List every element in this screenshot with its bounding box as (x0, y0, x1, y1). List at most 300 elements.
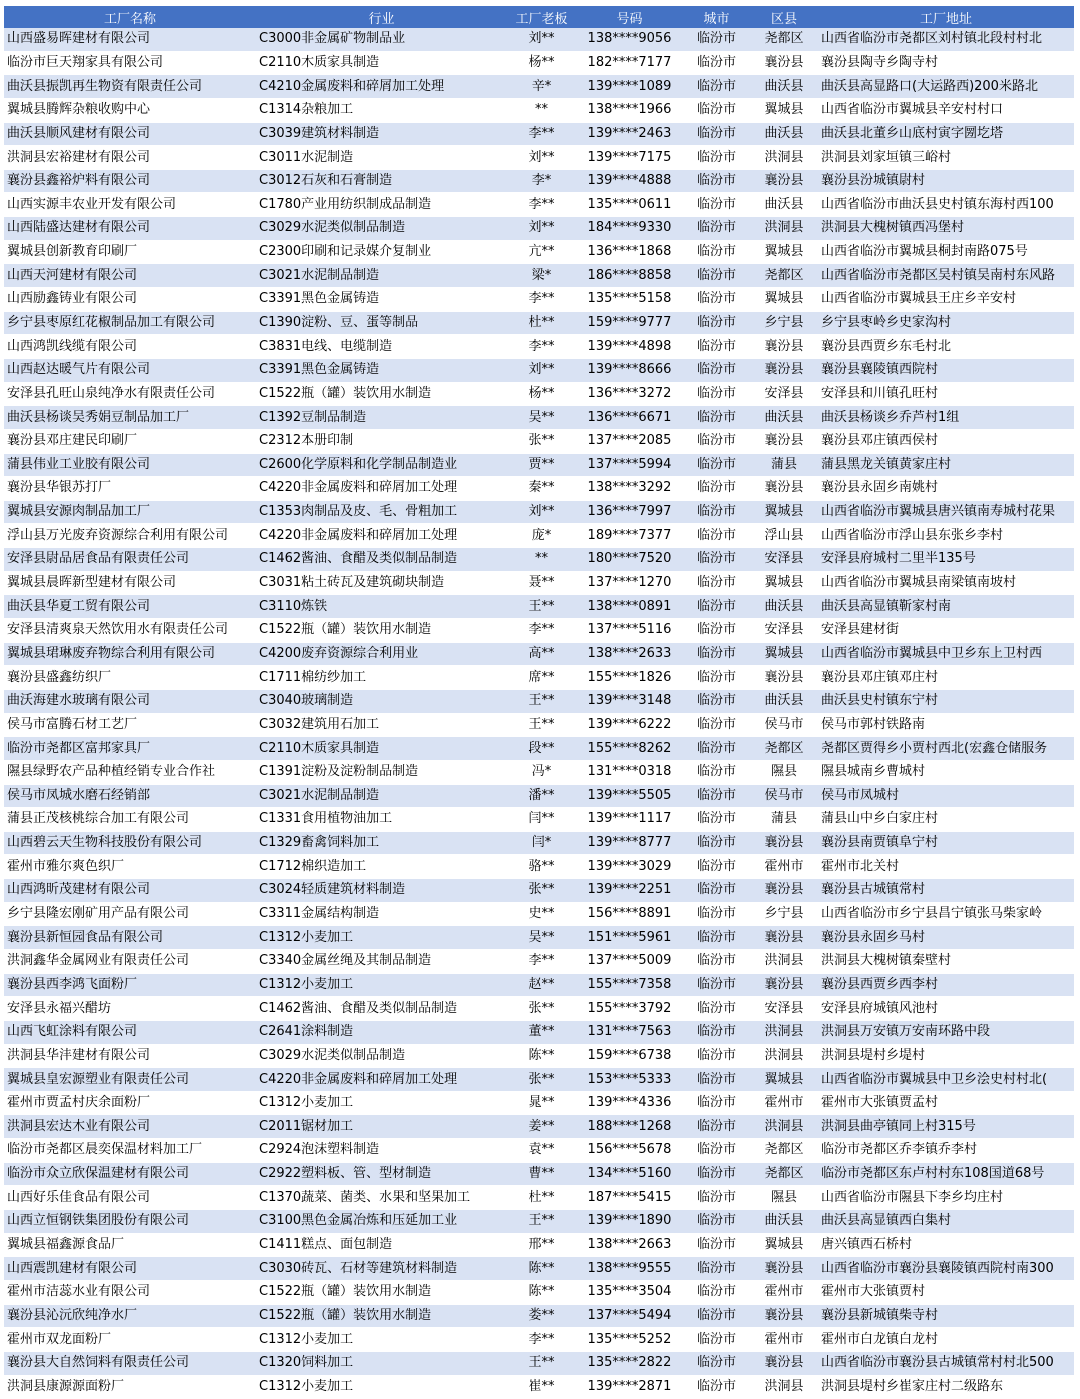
district-cell: 翼城县 (750, 571, 818, 595)
table-row (4, 571, 1074, 595)
factory-name-cell: 隰县绿野农产品种植经销专业合作社 (4, 760, 256, 784)
phone-cell: 186****8858 (576, 264, 683, 288)
table-row (4, 879, 1074, 903)
industry-cell: C4210金属废料和碎屑加工处理 (256, 75, 507, 99)
owner-cell: 邢** (507, 1233, 576, 1257)
district-cell: 翼城县 (750, 500, 818, 524)
district-cell: 曲沃县 (750, 595, 818, 619)
phone-cell: 180****7520 (576, 548, 683, 572)
phone-cell: 184****9330 (576, 217, 683, 241)
factory-name-cell: 临汾市巨天翔家具有限公司 (4, 51, 256, 75)
owner-cell: 高** (507, 642, 576, 666)
owner-cell: 姜** (507, 1115, 576, 1139)
phone-cell: 138****2663 (576, 1233, 683, 1257)
table-row (4, 1351, 1074, 1375)
factory-name-cell: 蒲县正茂核桃综合加工有限公司 (4, 808, 256, 832)
address-cell: 洪洞县大槐树镇秦壁村 (818, 949, 1074, 973)
city-cell: 临汾市 (683, 358, 750, 382)
factory-name-cell: 襄汾县沁沅欣纯净水厂 (4, 1304, 256, 1328)
district-cell: 翼城县 (750, 288, 818, 312)
city-cell: 临汾市 (683, 808, 750, 832)
city-cell: 临汾市 (683, 28, 750, 51)
spreadsheet (4, 6, 1074, 1399)
owner-cell: 骆** (507, 855, 576, 879)
owner-cell: 袁** (507, 1139, 576, 1163)
factory-name-cell: 临汾市众立欣保温建材有限公司 (4, 1162, 256, 1186)
address-cell: 尧都区贾得乡小贾村西北(宏鑫仓储服务 (818, 737, 1074, 761)
district-cell: 曲沃县 (750, 75, 818, 99)
address-cell: 临汾市尧都区东卢村村东108国道68号 (818, 1162, 1074, 1186)
address-cell: 霍州市大张镇贾村 (818, 1280, 1074, 1304)
header-city: 城市 (683, 6, 750, 28)
phone-cell: 138****2633 (576, 642, 683, 666)
factory-name-cell: 襄汾县华银苏打厂 (4, 477, 256, 501)
address-cell: 曲沃县北董乡山底村寅字圐圪塔 (818, 122, 1074, 146)
city-cell: 临汾市 (683, 548, 750, 572)
district-cell: 襄汾县 (750, 831, 818, 855)
phone-cell: 187****5415 (576, 1186, 683, 1210)
factory-name-cell: 翼城县晨晖新型建材有限公司 (4, 571, 256, 595)
industry-cell: C3029水泥类似制品制造 (256, 217, 507, 241)
address-cell: 山西省临汾市襄汾县襄陵镇西院村南300 (818, 1257, 1074, 1281)
phone-cell: 137****5494 (576, 1304, 683, 1328)
industry-cell: C2312本册印制 (256, 429, 507, 453)
industry-cell: C2110木质家具制造 (256, 737, 507, 761)
city-cell: 临汾市 (683, 193, 750, 217)
factory-name-cell: 曲沃县顺风建材有限公司 (4, 122, 256, 146)
industry-cell: C1712棉织造加工 (256, 855, 507, 879)
industry-cell: C1711棉纺纱加工 (256, 666, 507, 690)
factory-name-cell: 曲沃海建水玻璃有限公司 (4, 689, 256, 713)
city-cell: 临汾市 (683, 264, 750, 288)
table-row (4, 500, 1074, 524)
district-cell: 尧都区 (750, 264, 818, 288)
industry-cell: C2300印刷和记录媒介复制业 (256, 240, 507, 264)
phone-cell: 131****0318 (576, 760, 683, 784)
address-cell: 山西省临汾市翼城县王庄乡辛安村 (818, 288, 1074, 312)
industry-cell: C3021水泥制品制造 (256, 784, 507, 808)
owner-cell: 张** (507, 1068, 576, 1092)
district-cell: 蒲县 (750, 808, 818, 832)
table-row (4, 193, 1074, 217)
factory-name-cell: 翼城县皇宏源塑业有限责任公司 (4, 1068, 256, 1092)
owner-cell: 崔** (507, 1375, 576, 1399)
factory-name-cell: 安泽县清爽泉天然饮用水有限责任公司 (4, 619, 256, 643)
district-cell: 襄汾县 (750, 666, 818, 690)
district-cell: 洪洞县 (750, 1044, 818, 1068)
owner-cell: 杨** (507, 51, 576, 75)
district-cell: 曲沃县 (750, 689, 818, 713)
district-cell: 曲沃县 (750, 406, 818, 430)
city-cell: 临汾市 (683, 784, 750, 808)
owner-cell: 贾** (507, 453, 576, 477)
factory-name-cell: 山西陆盛达建材有限公司 (4, 217, 256, 241)
city-cell: 临汾市 (683, 949, 750, 973)
header-district: 区县 (750, 6, 818, 28)
factory-name-cell: 乡宁县枣原红花椒制品加工有限公司 (4, 311, 256, 335)
address-cell: 山西省临汾市尧都区刘村镇北段村村北 (818, 28, 1074, 51)
address-cell: 山西省临汾市尧都区吴村镇吴南村东风路 (818, 264, 1074, 288)
owner-cell: 王** (507, 689, 576, 713)
address-cell: 洪洞县曲亭镇同上村315号 (818, 1115, 1074, 1139)
address-cell: 山西省临汾市浮山县东张乡李村 (818, 524, 1074, 548)
address-cell: 乡宁县枣岭乡史家沟村 (818, 311, 1074, 335)
table-row (4, 689, 1074, 713)
address-cell: 襄汾县古城镇常村 (818, 879, 1074, 903)
table-row (4, 406, 1074, 430)
industry-cell: C2011锯材加工 (256, 1115, 507, 1139)
factory-name-cell: 曲沃县振凯再生物资有限责任公司 (4, 75, 256, 99)
industry-cell: C3029水泥类似制品制造 (256, 1044, 507, 1068)
phone-cell: 139****2251 (576, 879, 683, 903)
district-cell: 襄汾县 (750, 1257, 818, 1281)
table-row (4, 98, 1074, 122)
address-cell: 山西省临汾市翼城县南梁镇南坡村 (818, 571, 1074, 595)
phone-cell: 137****1270 (576, 571, 683, 595)
industry-cell: C1312小麦加工 (256, 973, 507, 997)
industry-cell: C3039建筑材料制造 (256, 122, 507, 146)
industry-cell: C1312小麦加工 (256, 926, 507, 950)
factory-name-cell: 襄汾县邓庄建民印刷厂 (4, 429, 256, 453)
table-row (4, 358, 1074, 382)
owner-cell: 李** (507, 335, 576, 359)
city-cell: 临汾市 (683, 571, 750, 595)
owner-cell: 席** (507, 666, 576, 690)
phone-cell: 136****6671 (576, 406, 683, 430)
table-row (4, 784, 1074, 808)
industry-cell: C2922塑料板、管、型材制造 (256, 1162, 507, 1186)
owner-cell: 闫** (507, 808, 576, 832)
factory-name-cell: 山西震凯建材有限公司 (4, 1257, 256, 1281)
table-row (4, 548, 1074, 572)
owner-cell: 梁* (507, 264, 576, 288)
city-cell: 临汾市 (683, 1257, 750, 1281)
owner-cell: 王** (507, 713, 576, 737)
city-cell: 临汾市 (683, 217, 750, 241)
header-address: 工厂地址 (818, 6, 1074, 28)
industry-cell: C3012石灰和石膏制造 (256, 169, 507, 193)
industry-cell: C1353肉制品及皮、毛、骨粗加工 (256, 500, 507, 524)
district-cell: 翼城县 (750, 642, 818, 666)
owner-cell: 赵** (507, 973, 576, 997)
city-cell: 临汾市 (683, 1044, 750, 1068)
factory-name-cell: 襄汾县盛鑫纺织厂 (4, 666, 256, 690)
phone-cell: 136****3272 (576, 382, 683, 406)
industry-cell: C3340金属丝绳及其制品制造 (256, 949, 507, 973)
address-cell: 霍州市北关村 (818, 855, 1074, 879)
address-cell: 曲沃县史村镇东宁村 (818, 689, 1074, 713)
city-cell: 临汾市 (683, 524, 750, 548)
phone-cell: 135****5158 (576, 288, 683, 312)
table-row (4, 926, 1074, 950)
district-cell: 安泽县 (750, 619, 818, 643)
table-row (4, 477, 1074, 501)
phone-cell: 139****1890 (576, 1210, 683, 1234)
owner-cell: 陈** (507, 1044, 576, 1068)
address-cell: 洪洞县万安镇万安南环路中段 (818, 1020, 1074, 1044)
city-cell: 临汾市 (683, 666, 750, 690)
table-row (4, 1186, 1074, 1210)
phone-cell: 139****8777 (576, 831, 683, 855)
industry-cell: C1331食用植物油加工 (256, 808, 507, 832)
table-row (4, 1044, 1074, 1068)
industry-cell: C3011水泥制造 (256, 146, 507, 170)
address-cell: 襄汾县南贾镇阜宁村 (818, 831, 1074, 855)
phone-cell: 159****6738 (576, 1044, 683, 1068)
phone-cell: 151****5961 (576, 926, 683, 950)
address-cell: 襄汾县新城镇柴寺村 (818, 1304, 1074, 1328)
address-cell: 襄汾县邓庄镇西侯村 (818, 429, 1074, 453)
address-cell: 洪洞县大槐树镇西冯堡村 (818, 217, 1074, 241)
address-cell: 襄汾县西贾乡东毛村北 (818, 335, 1074, 359)
owner-cell: ** (507, 548, 576, 572)
factory-name-cell: 山西鸿昕茂建材有限公司 (4, 879, 256, 903)
city-cell: 临汾市 (683, 902, 750, 926)
city-cell: 临汾市 (683, 240, 750, 264)
address-cell: 襄汾县汾城镇尉村 (818, 169, 1074, 193)
city-cell: 临汾市 (683, 642, 750, 666)
header-row (4, 6, 1074, 28)
owner-cell: 陈** (507, 1280, 576, 1304)
phone-cell: 137****5009 (576, 949, 683, 973)
address-cell: 蒲县山中乡白家庄村 (818, 808, 1074, 832)
factory-name-cell: 临汾市尧都区富邦家具厂 (4, 737, 256, 761)
factory-name-cell: 曲沃县华夏工贸有限公司 (4, 595, 256, 619)
table-row (4, 264, 1074, 288)
owner-cell: 吴** (507, 926, 576, 950)
industry-cell: C4220非金属废料和碎屑加工处理 (256, 524, 507, 548)
table-row (4, 1328, 1074, 1352)
address-cell: 山西省临汾市乡宁县昌宁镇张马柴家岭 (818, 902, 1074, 926)
city-cell: 临汾市 (683, 477, 750, 501)
phone-cell: 155****8262 (576, 737, 683, 761)
address-cell: 蒲县黑龙关镇黄家庄村 (818, 453, 1074, 477)
phone-cell: 138****3292 (576, 477, 683, 501)
table-row (4, 713, 1074, 737)
district-cell: 襄汾县 (750, 51, 818, 75)
factory-name-cell: 临汾市尧都区晨奕保温材料加工厂 (4, 1139, 256, 1163)
factory-name-cell: 安泽县永福兴醋坊 (4, 997, 256, 1021)
city-cell: 临汾市 (683, 760, 750, 784)
table-row (4, 311, 1074, 335)
owner-cell: 刘** (507, 217, 576, 241)
phone-cell: 136****7997 (576, 500, 683, 524)
industry-cell: C1314杂粮加工 (256, 98, 507, 122)
address-cell: 襄汾县永固乡南姚村 (818, 477, 1074, 501)
phone-cell: 139****4888 (576, 169, 683, 193)
table-row (4, 973, 1074, 997)
owner-cell: 李** (507, 193, 576, 217)
district-cell: 安泽县 (750, 382, 818, 406)
city-cell: 临汾市 (683, 997, 750, 1021)
factory-name-cell: 翼城县福鑫源食品厂 (4, 1233, 256, 1257)
address-cell: 山西省临汾市隰县下李乡均庄村 (818, 1186, 1074, 1210)
table-row (4, 28, 1074, 51)
city-cell: 临汾市 (683, 737, 750, 761)
district-cell: 襄汾县 (750, 926, 818, 950)
city-cell: 临汾市 (683, 1162, 750, 1186)
factory-name-cell: 山西鸿凯线缆有限公司 (4, 335, 256, 359)
owner-cell: 辛* (507, 75, 576, 99)
owner-cell: 亢** (507, 240, 576, 264)
table-row (4, 122, 1074, 146)
owner-cell: 娄** (507, 1304, 576, 1328)
city-cell: 临汾市 (683, 879, 750, 903)
phone-cell: 139****3148 (576, 689, 683, 713)
industry-cell: C3391黑色金属铸造 (256, 288, 507, 312)
city-cell: 临汾市 (683, 169, 750, 193)
factory-name-cell: 洪洞县华沣建材有限公司 (4, 1044, 256, 1068)
city-cell: 临汾市 (683, 288, 750, 312)
district-cell: 霍州市 (750, 1091, 818, 1115)
owner-cell: 王** (507, 595, 576, 619)
owner-cell: 吴** (507, 406, 576, 430)
phone-cell: 135****2822 (576, 1351, 683, 1375)
address-cell: 山西省临汾市襄汾县古城镇常村村北500 (818, 1351, 1074, 1375)
table-row (4, 666, 1074, 690)
district-cell: 襄汾县 (750, 358, 818, 382)
header-industry: 行业 (256, 6, 507, 28)
industry-cell: C1522瓶（罐）装饮用水制造 (256, 382, 507, 406)
table-row (4, 1139, 1074, 1163)
phone-cell: 134****5160 (576, 1162, 683, 1186)
address-cell: 曲沃县杨谈乡乔芦村1组 (818, 406, 1074, 430)
phone-cell: 139****3029 (576, 855, 683, 879)
address-cell: 山西省临汾市翼城县桐封南路075号 (818, 240, 1074, 264)
owner-cell: 秦** (507, 477, 576, 501)
district-cell: 洪洞县 (750, 217, 818, 241)
phone-cell: 182****7177 (576, 51, 683, 75)
phone-cell: 135****5252 (576, 1328, 683, 1352)
factory-name-cell: 山西飞虹涂料有限公司 (4, 1020, 256, 1044)
factory-name-cell: 山西实源丰农业开发有限公司 (4, 193, 256, 217)
district-cell: 霍州市 (750, 1328, 818, 1352)
table-row (4, 595, 1074, 619)
district-cell: 襄汾县 (750, 879, 818, 903)
phone-cell: 153****5333 (576, 1068, 683, 1092)
district-cell: 襄汾县 (750, 1304, 818, 1328)
industry-cell: C1522瓶（罐）装饮用水制造 (256, 1280, 507, 1304)
table-row (4, 1304, 1074, 1328)
factory-name-cell: 安泽县孔旺山泉纯净水有限责任公司 (4, 382, 256, 406)
phone-cell: 156****5678 (576, 1139, 683, 1163)
city-cell: 临汾市 (683, 1280, 750, 1304)
city-cell: 临汾市 (683, 453, 750, 477)
owner-cell: 聂** (507, 571, 576, 595)
industry-cell: C1780产业用纺织制成品制造 (256, 193, 507, 217)
city-cell: 临汾市 (683, 973, 750, 997)
district-cell: 浮山县 (750, 524, 818, 548)
factory-name-cell: 洪洞县宏裕建材有限公司 (4, 146, 256, 170)
table-row (4, 1280, 1074, 1304)
phone-cell: 138****1966 (576, 98, 683, 122)
industry-cell: C3831电线、电缆制造 (256, 335, 507, 359)
city-cell: 临汾市 (683, 595, 750, 619)
owner-cell: 刘** (507, 358, 576, 382)
city-cell: 临汾市 (683, 429, 750, 453)
factory-name-cell: 洪洞县宏达木业有限公司 (4, 1115, 256, 1139)
factory-name-cell: 霍州市洁蕊水业有限公司 (4, 1280, 256, 1304)
table-row (4, 619, 1074, 643)
factory-name-cell: 乡宁县隆宏刚矿用产品有限公司 (4, 902, 256, 926)
owner-cell: 冯* (507, 760, 576, 784)
industry-cell: C1370蔬菜、菌类、水果和坚果加工 (256, 1186, 507, 1210)
district-cell: 霍州市 (750, 1280, 818, 1304)
district-cell: 尧都区 (750, 28, 818, 51)
factory-name-cell: 曲沃县杨谈吴秀娟豆制品加工厂 (4, 406, 256, 430)
city-cell: 临汾市 (683, 1351, 750, 1375)
city-cell: 临汾市 (683, 98, 750, 122)
district-cell: 尧都区 (750, 1162, 818, 1186)
factory-name-cell: 山西碧云天生物科技股份有限公司 (4, 831, 256, 855)
city-cell: 临汾市 (683, 1139, 750, 1163)
district-cell: 隰县 (750, 760, 818, 784)
industry-cell: C3030砖瓦、石材等建筑材料制造 (256, 1257, 507, 1281)
factory-name-cell: 山西励鑫铸业有限公司 (4, 288, 256, 312)
table-row (4, 429, 1074, 453)
industry-cell: C3100黑色金属冶炼和压延加工业 (256, 1210, 507, 1234)
owner-cell: 李** (507, 1328, 576, 1352)
city-cell: 临汾市 (683, 1233, 750, 1257)
district-cell: 侯马市 (750, 784, 818, 808)
table-row (4, 760, 1074, 784)
owner-cell: ** (507, 98, 576, 122)
factory-name-cell: 霍州市贾孟村庆余面粉厂 (4, 1091, 256, 1115)
table-row (4, 146, 1074, 170)
table-row (4, 1091, 1074, 1115)
industry-cell: C1462酱油、食醋及类似制品制造 (256, 997, 507, 1021)
factory-name-cell: 侯马市凤城水磨石经销部 (4, 784, 256, 808)
phone-cell: 189****7377 (576, 524, 683, 548)
factory-name-cell: 霍州市雅尔爽色织厂 (4, 855, 256, 879)
table-row (4, 1257, 1074, 1281)
industry-cell: C3021水泥制品制造 (256, 264, 507, 288)
address-cell: 襄汾县西贾乡西李村 (818, 973, 1074, 997)
table-row (4, 855, 1074, 879)
address-cell: 山西省临汾市曲沃县史村镇东海村西100 (818, 193, 1074, 217)
table-row (4, 1115, 1074, 1139)
factory-name-cell: 襄汾县大自然饲料有限责任公司 (4, 1351, 256, 1375)
table-row (4, 1210, 1074, 1234)
industry-cell: C2641涂料制造 (256, 1020, 507, 1044)
owner-cell: 王** (507, 1351, 576, 1375)
address-cell: 山西省临汾市翼城县中卫乡东上卫村西 (818, 642, 1074, 666)
owner-cell: 闫* (507, 831, 576, 855)
phone-cell: 137****5116 (576, 619, 683, 643)
factory-name-cell: 山西赵达暖气片有限公司 (4, 358, 256, 382)
phone-cell: 136****1868 (576, 240, 683, 264)
table-row (4, 288, 1074, 312)
address-cell: 洪洞县刘家垣镇三峪村 (818, 146, 1074, 170)
city-cell: 临汾市 (683, 713, 750, 737)
phone-cell: 155****7358 (576, 973, 683, 997)
phone-cell: 139****7175 (576, 146, 683, 170)
city-cell: 临汾市 (683, 406, 750, 430)
factory-name-cell: 襄汾县西李鸿飞面粉厂 (4, 973, 256, 997)
industry-cell: C1392豆制品制造 (256, 406, 507, 430)
district-cell: 隰县 (750, 1186, 818, 1210)
owner-cell: 刘** (507, 28, 576, 51)
district-cell: 翼城县 (750, 1068, 818, 1092)
factory-name-cell: 洪洞鑫华金属网业有限责任公司 (4, 949, 256, 973)
district-cell: 洪洞县 (750, 1375, 818, 1399)
address-cell: 襄汾县襄陵镇西院村 (818, 358, 1074, 382)
table-row (4, 997, 1074, 1021)
district-cell: 侯马市 (750, 713, 818, 737)
address-cell: 山西省临汾市翼城县唐兴镇南寿城村花果 (818, 500, 1074, 524)
owner-cell: 刘** (507, 500, 576, 524)
address-cell: 曲沃县高显路口(大运路西)200米路北 (818, 75, 1074, 99)
